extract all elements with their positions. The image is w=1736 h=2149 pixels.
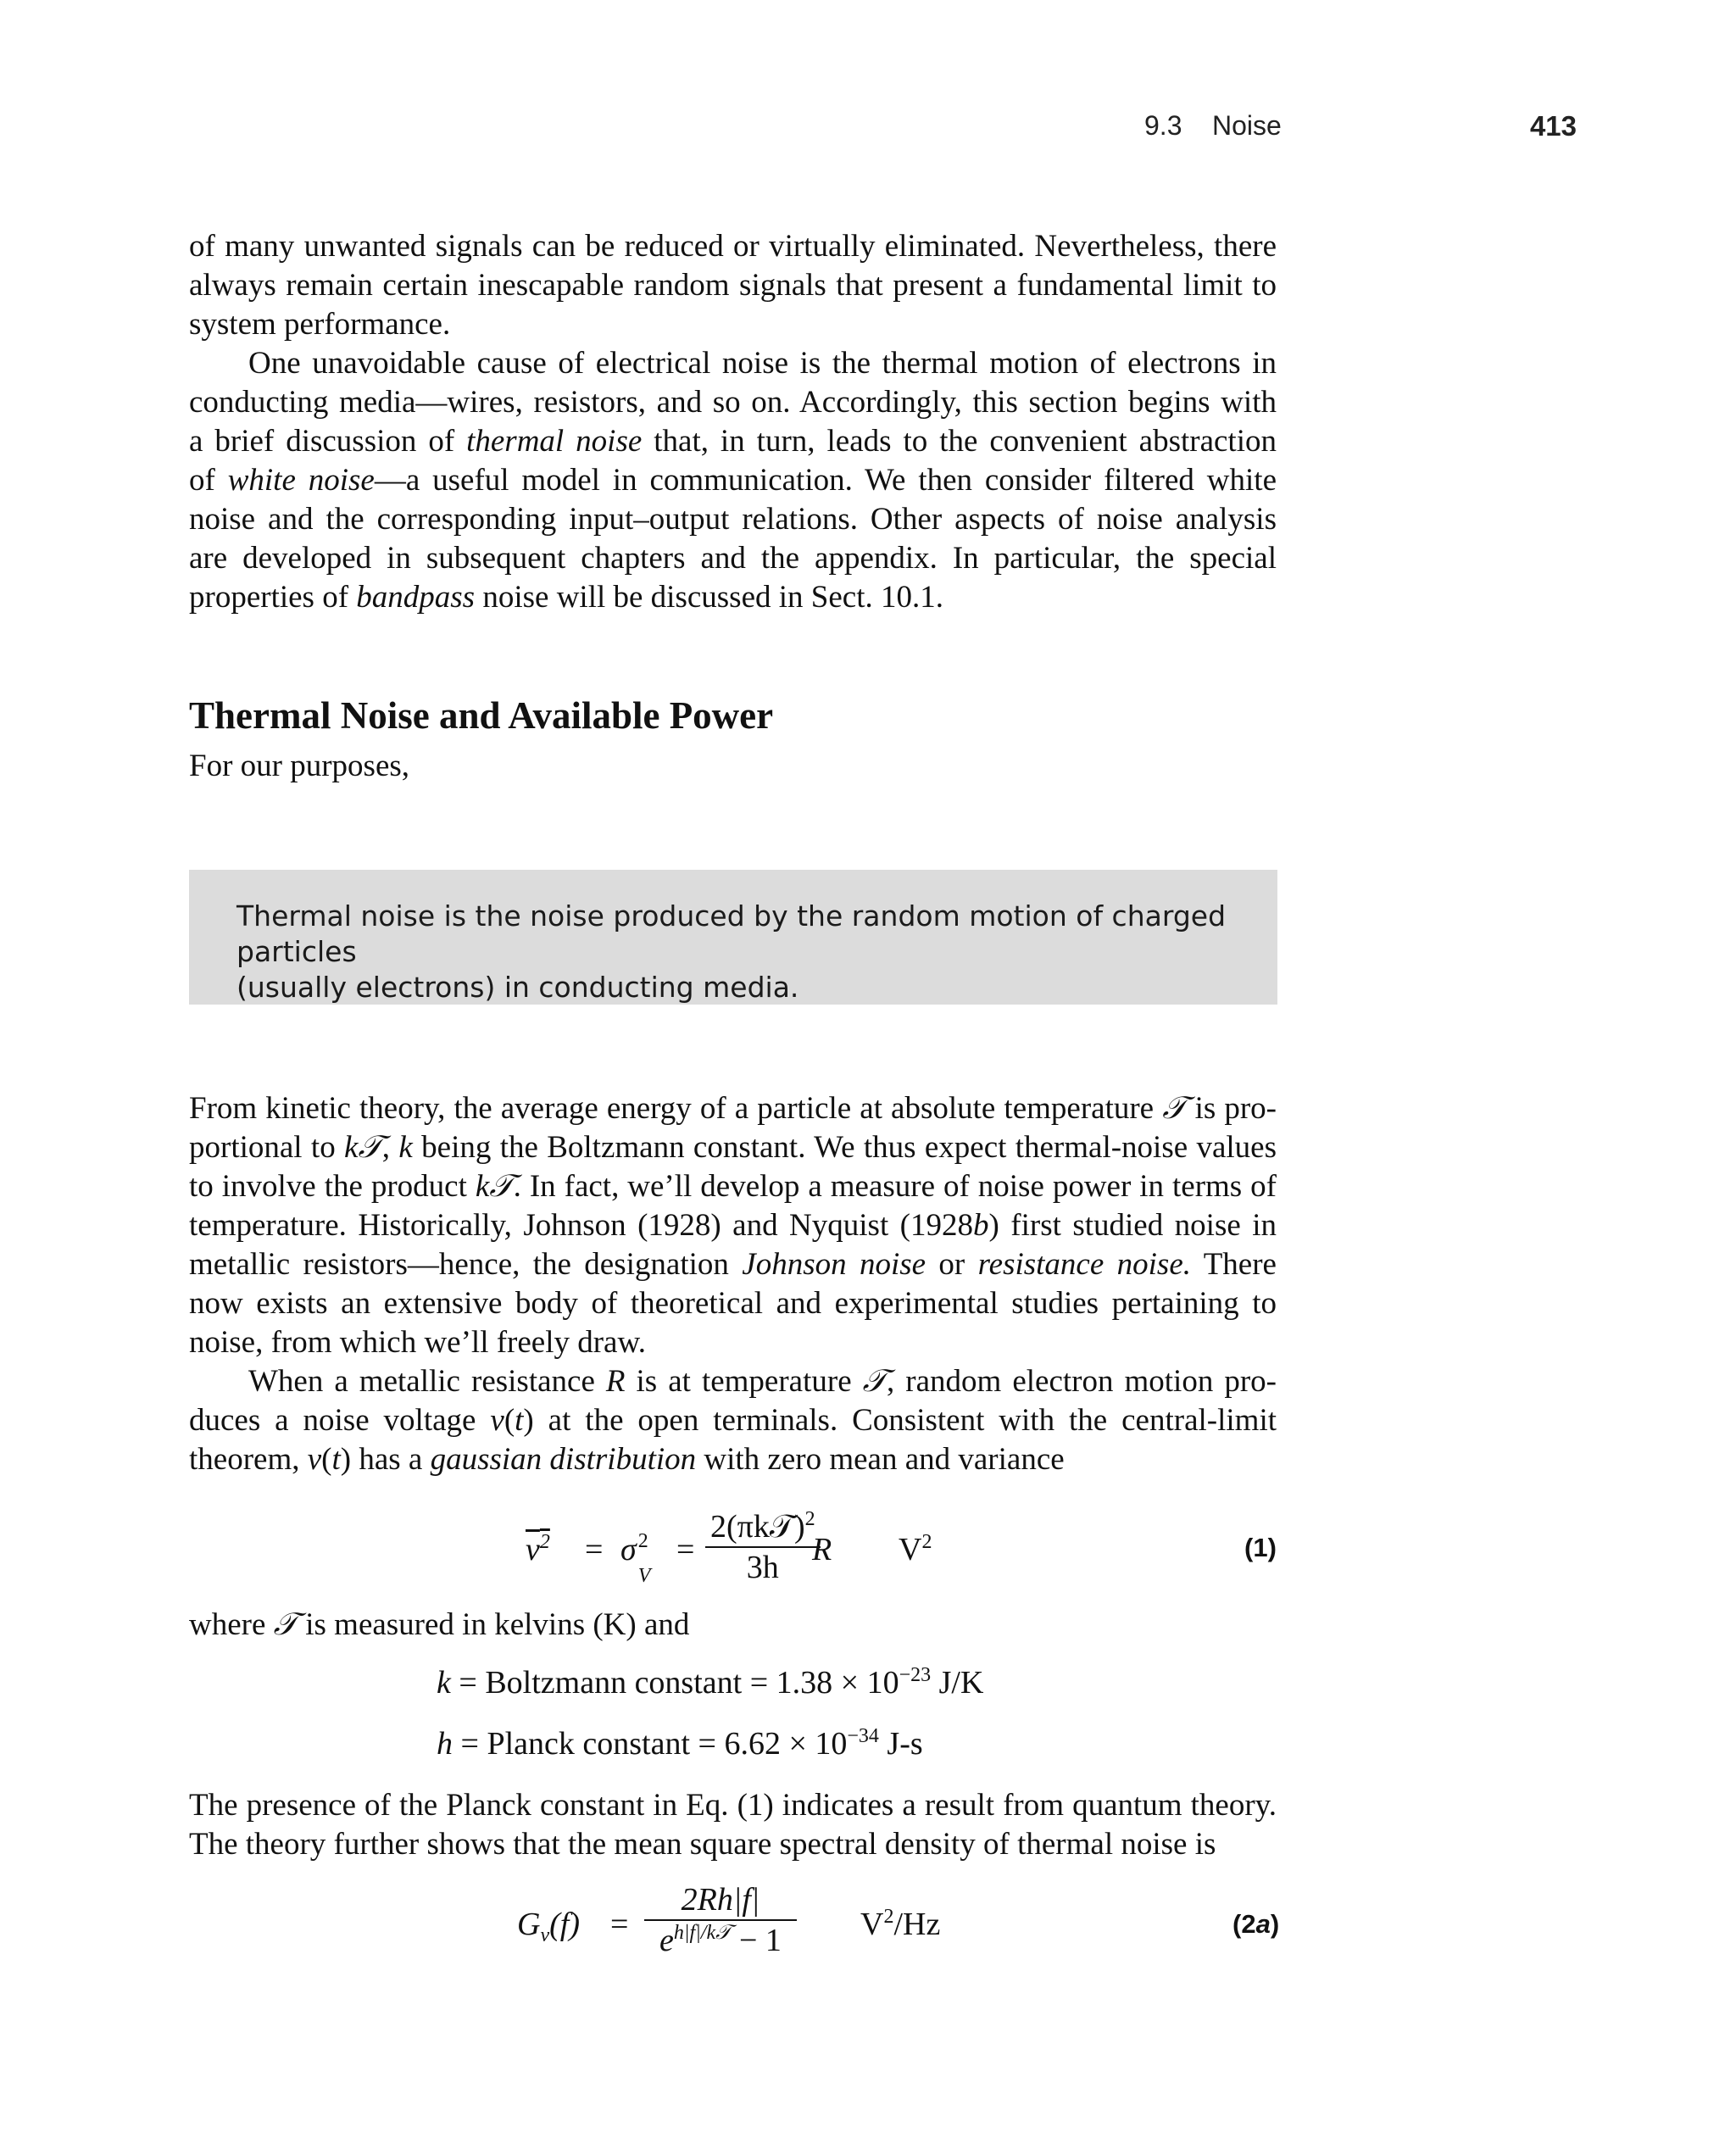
paragraph-continuation	[189, 227, 1277, 344]
section-heading: Thermal Noise and Available Power	[189, 694, 774, 737]
text-line: One unavoidable cause of electrical noise is the thermal motion of electrons in	[248, 346, 1277, 381]
paragraph-planck	[189, 1786, 1277, 1864]
equation-number-2a: (2a)	[1232, 1909, 1280, 1939]
emphasis-thermal-noise: thermal noise	[466, 424, 643, 459]
eq1-lhs: $v^2$	[526, 1531, 550, 1567]
definition-callout	[189, 870, 1277, 1005]
definition-text: Thermal noise is the noise produced by the random motion of charged particles (usually electrons) in conducting media.	[236, 899, 1227, 1004]
text-line: now exists an extensive body of theoretical and experimental studies pertaining to	[189, 1286, 1277, 1321]
text-line: The theory further shows that the mean square spectral density of thermal noise is	[189, 1827, 1216, 1862]
text-line: noise, from which we’ll freely draw.	[189, 1325, 647, 1360]
text-line: of white noise—a useful model in communication. We then consider filtered white	[189, 463, 1277, 498]
text-line: temperature. Historically, Johnson (1928) and Nyquist (1928b) first studied noise in	[189, 1208, 1277, 1243]
eq2a-lhs: $G_v(f)$	[517, 1907, 580, 1946]
text-line: metallic resistors—hence, the designation Johnson noise or resistance noise. There	[189, 1247, 1277, 1282]
emphasis-johnson-noise: Johnson noise	[742, 1247, 926, 1282]
intro-sentence: For our purposes,	[189, 749, 410, 783]
text-line: noise and the corresponding input–output relations. Other aspects of noise analysis	[189, 502, 1277, 537]
eq2a-unit: $V^2/Hz$	[860, 1906, 941, 1942]
eq1-sigma: σ 2 V	[620, 1530, 651, 1587]
text-line: theorem, v(t) has a gaussian distribution with zero mean and variance	[189, 1442, 1065, 1477]
eq1-unit: $V^2$	[899, 1531, 932, 1567]
paragraph-intro-noise	[189, 344, 1277, 617]
section-number: 9.3	[1144, 110, 1182, 141]
emphasis-white-noise: white noise	[227, 463, 375, 498]
equation-1: $v^2$ = σ 2 V = 2(πk𝒯)$^2$ 3h R $V^2$	[526, 1508, 932, 1587]
text-line: conducting media—wires, resistors, and so on. Accordingly, this section begins with	[189, 385, 1277, 420]
text-line: duces a noise voltage v(t) at the open terminals. Consistent with the central-limit	[189, 1403, 1277, 1438]
paragraph-kinetic-theory	[189, 1089, 1277, 1362]
paragraph-metallic-resistance	[189, 1362, 1277, 1479]
emphasis-gaussian-distribution: gaussian distribution	[430, 1442, 697, 1477]
page-number: 413	[1529, 110, 1577, 142]
text-line: to involve the product k𝒯. In fact, we’ll develop a measure of noise power in terms of	[189, 1169, 1277, 1204]
emphasis-resistance-noise: resistance noise.	[977, 1247, 1191, 1282]
text-line: From kinetic theory, the average energy of a particle at absolute temperature 𝒯 is pro-	[189, 1091, 1277, 1126]
text-line: portional to k𝒯, k being the Boltzmann constant. We thus expect thermal-noise values	[189, 1130, 1277, 1165]
emphasis-bandpass: bandpass	[356, 580, 476, 615]
text-line: are developed in subsequent chapters and the appendix. In particular, the special	[189, 541, 1277, 576]
running-head	[1144, 110, 1577, 148]
equation-number-1: (1)	[1244, 1533, 1277, 1562]
text-line: system performance.	[189, 307, 451, 342]
text-line: a brief discussion of thermal noise that, in turn, leads to the convenient abstraction	[189, 424, 1277, 459]
text-line: When a metallic resistance R is at temperature 𝒯, random electron motion pro-	[248, 1364, 1277, 1399]
text-line: always remain certain inescapable random signals that present a fundamental limit to	[189, 268, 1277, 303]
text-line: of many unwanted signals can be reduced or virtually eliminated. Nevertheless, there	[189, 229, 1277, 264]
planck-constant-def: h = Planck constant = $6.62 \times 10^{-34}$ J-s	[437, 1725, 923, 1762]
boltzmann-constant-def: k = Boltzmann constant = $1.38 \times 10^{-23}$ J/K	[437, 1664, 984, 1701]
where-line: where 𝒯 is measured in kelvins (K) and	[189, 1607, 690, 1642]
eq2a-fraction: 2Rh|f| $e^{h|f|/k𝒯} - 1$	[644, 1880, 797, 1960]
eq1-fraction: 2(πk𝒯)$^2$ 3h	[705, 1507, 821, 1587]
text-line: properties of bandpass noise will be discussed in Sect. 10.1.	[189, 580, 943, 615]
section-title: Noise	[1212, 110, 1282, 141]
text-line: The presence of the Planck constant in Eq. (1) indicates a result from quantum theory.	[189, 1788, 1277, 1823]
equation-2a: $G_v(f)$ = 2Rh|f| $e^{h|f|/k𝒯} - 1$ $V^2/Hz$	[517, 1882, 941, 1958]
